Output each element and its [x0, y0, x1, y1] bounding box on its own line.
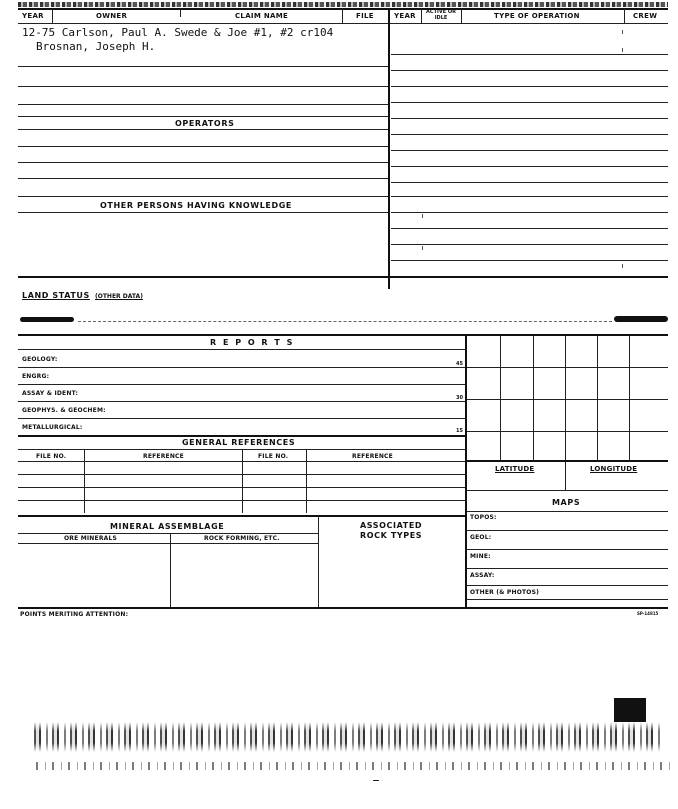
- maps-mine: MINE:: [470, 553, 491, 560]
- section-associated-1: ASSOCIATED: [360, 521, 423, 530]
- maps-assay: ASSAY:: [470, 572, 495, 579]
- record-line-2: Brosnan, Joseph H.: [36, 40, 156, 53]
- points-meriting-attention: POINTS MERITING ATTENTION:: [20, 611, 129, 618]
- header-file: FILE: [356, 12, 374, 20]
- maps-topos: TOPOS:: [470, 514, 497, 521]
- maps-other: OTHER (& PHOTOS): [470, 589, 540, 596]
- refs-file-no-2: FILE NO.: [258, 453, 289, 460]
- refs-reference-1: REFERENCE: [143, 453, 184, 460]
- latitude-label: LATITUDE: [495, 465, 535, 473]
- scan-dash-bottom: [373, 780, 379, 781]
- report-num-45: 45: [456, 361, 463, 367]
- land-status-label: [22, 283, 143, 302]
- header-claim-name: CLAIM NAME: [235, 12, 289, 20]
- report-geology: GEOLOGY:: [22, 356, 58, 363]
- refs-file-no-1: FILE NO.: [36, 453, 67, 460]
- report-metallurgical: METALLURGICAL:: [22, 424, 83, 431]
- record-line-1: 12-75 Carlson, Paul A. Swede & Joe #1, #2 cr104: [22, 26, 334, 39]
- header-year-2: YEAR: [394, 12, 416, 20]
- report-engrg: ENGRG:: [22, 373, 50, 380]
- ore-minerals-label: ORE MINERALS: [64, 535, 118, 542]
- scan-blot-right: [614, 316, 668, 322]
- header-active-idle: ACTIVE OR IDLE: [426, 9, 456, 21]
- section-mineral-assemblage: MINERAL ASSEMBLAGE: [110, 522, 225, 531]
- header-year: YEAR: [22, 12, 44, 20]
- header-owner: OWNER: [96, 12, 128, 20]
- scan-blot-left: [20, 317, 74, 322]
- section-other-persons: OTHER PERSONS HAVING KNOWLEDGE: [100, 201, 292, 210]
- section-maps: MAPS: [552, 498, 581, 507]
- section-associated-2: ROCK TYPES: [360, 531, 423, 540]
- maps-geol: GEOL:: [470, 534, 492, 541]
- header-type-of-operation: TYPE OF OPERATION: [494, 12, 580, 20]
- rock-forming-label: ROCK FORMING, ETC.: [204, 535, 280, 542]
- report-geophys: GEOPHYS. & GEOCHEM:: [22, 407, 106, 414]
- refs-reference-2: REFERENCE: [352, 453, 393, 460]
- land-status-title: LAND STATUS: [22, 291, 90, 300]
- section-reports: R E P O R T S: [210, 338, 295, 347]
- section-operators: OPERATORS: [175, 119, 235, 128]
- report-assay: ASSAY & IDENT:: [22, 390, 79, 397]
- header-crew: CREW: [633, 12, 658, 20]
- section-general-references: GENERAL REFERENCES: [182, 438, 296, 447]
- scan-dark-square: [614, 698, 646, 722]
- scan-noise-bottom: [30, 722, 660, 752]
- land-status-note: (OTHER DATA): [95, 293, 143, 300]
- report-num-15: 15: [456, 428, 463, 434]
- scan-noise-bottom-2: [30, 762, 670, 770]
- longitude-label: LONGITUDE: [590, 465, 638, 473]
- report-num-30: 30: [456, 395, 463, 401]
- form-code: SP-14815: [637, 611, 659, 616]
- scan-noise-top: [18, 2, 668, 7]
